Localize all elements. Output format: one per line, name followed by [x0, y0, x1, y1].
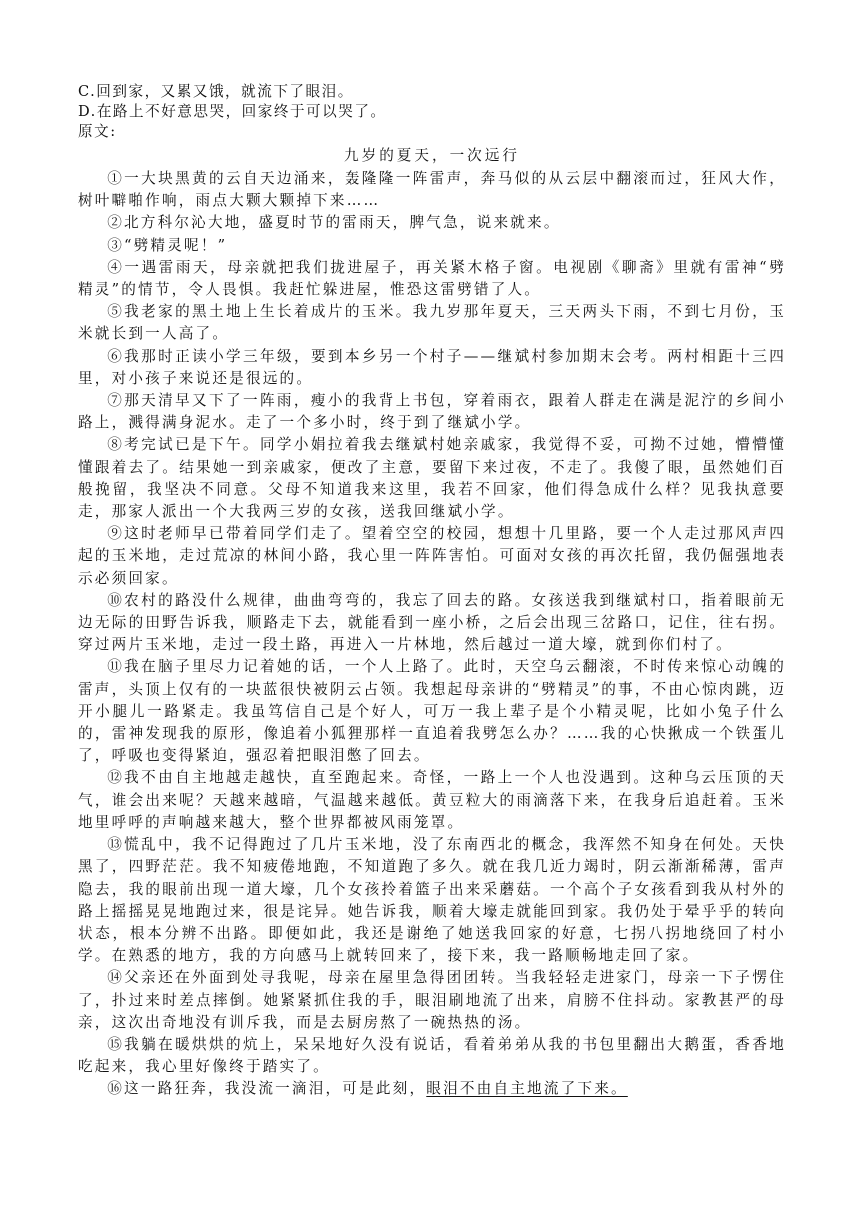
option-d: D.在路上不好意思哭，回家终于可以哭了。: [78, 103, 387, 120]
paragraph-16: [78, 1078, 786, 1100]
paragraph-2: ②北方科尔沁大地，盛夏时节的雷雨天，脾气急，说来就来。: [107, 214, 561, 232]
paragraph-11: ⑪我在脑子里尽力记着她的话，一个人上路了。此时，天空乌云翻滚，不时传来惊心动魄的雷声，头顶上仅有的一块蓝很快被阴云占领。我想起母亲讲的“劈精灵”的事，不由心惊肉跳，迈开小腿儿一路紧走。我虽笃信自己是个好人，可万一我上辈子是个小精灵呢，比如小兔子什么的，雷神发现我的原形，像追着小狐狸那样一直追着我劈怎么办？……我的心快揪成一个铁蛋儿了，呼吸也变得紧迫，强忍着把眼泪憋了回去。: [78, 658, 786, 765]
underlined-sentence: 眼泪不由自主地流了下来。: [426, 1080, 628, 1098]
paragraph-10: ⑩农村的路没什么规律，曲曲弯弯的，我忘了回去的路。女孩送我到继斌村口，指着眼前无边无际的田野告诉我，顺路走下去，就能看到一座小桥，之后会出现三岔路口，记住，往右拐。穿过两片玉米地，走过一段土路，再进入一片林地，然后越过一道大壕，就到你们村了。: [78, 591, 786, 654]
paragraph-14: ⑭父亲还在外面到处寻我呢，母亲在屋里急得团团转。当我轻轻走进家门，母亲一下子愣住了，扑过来时差点摔倒。她紧紧抓住我的手，眼泪刷地流了出来，肩膀不住抖动。家教甚严的母亲，这次出奇地没有训斥我，而是去厨房熬了一碗热热的汤。: [78, 969, 786, 1031]
paragraph-16-text: ⑯这一路狂奔，我没流一滴泪，可是此刻，: [107, 1080, 427, 1098]
article-body: [78, 168, 786, 1101]
paragraph-7: ⑦那天清早又下了一阵雨，瘦小的我背上书包，穿着雨衣，跟着人群走在满是泥泞的乡间小路上，溅得满身泥水。走了一个多小时，终于到了继斌小学。: [78, 392, 786, 432]
paragraph-15: ⑮我躺在暖烘烘的炕上，呆呆地好久没有说话，看着弟弟从我的书包里翻出大鹅蛋，香香地吃起来，我心里好像终于踏实了。: [78, 1035, 786, 1076]
paragraph-9: ⑨这时老师早已带着同学们走了。望着空空的校园，想想十几里路，要一个人走过那风声四起的玉米地，走过荒凉的林间小路，我心里一阵阵害怕。可面对女孩的再次托留，我仍倔强地表示必须回家。: [78, 525, 786, 587]
option-c: C.回到家，又累又饿，就流下了眼泪。: [78, 83, 354, 100]
document-page: [78, 82, 786, 1101]
paragraph-8: ⑧考完试已是下午。同学小娟拉着我去继斌村她亲戚家，我觉得不妥，可拗不过她，懵懵懂懂跟着去了。结果她一到亲戚家，便改了主意，要留下来过夜，不走了。我傻了眼，虽然她们百般挽留，我坚决不同意。父母不知道我来这里，我若不回家，他们得急成什么样？见我执意要走，那家人派出一个大我两三岁的女孩，送我回继斌小学。: [78, 436, 786, 521]
paragraph-5: ⑤我老家的黑土地上生长着成片的玉米。我九岁那年夏天，三天两头下雨，不到七月份，玉米就长到一人高了。: [78, 303, 786, 343]
article-title: 九岁的夏天，一次远行: [344, 147, 520, 164]
paragraph-12: ⑫我不由自主地越走越快，直至跑起来。奇怪，一路上一个人也没遇到。这种乌云压顶的天气，谁会出来呢？天越来越暗，气温越来越低。黄豆粒大的雨滴落下来，在我身后追赶着。玉米地里呼呼的声响越来越大，整个世界都被风雨笼罩。: [78, 769, 786, 831]
paragraph-6: ⑥我那时正读小学三年级，要到本乡另一个村子——继斌村参加期末会考。两村相距十三四里，对小孩子来说还是很远的。: [78, 347, 786, 387]
paragraph-13: ⑬慌乱中，我不记得跑过了几片玉米地，没了东南西北的概念，我浑然不知身在何处。天快黑了，四野茫茫。我不知疲倦地跑，不知道跑了多久。就在我几近力竭时，阴云渐渐稀薄，雷声隐去，我的眼前出现一道大壕，几个女孩拎着篮子出来采蘑菇。一个高个子女孩看到我从村外的路上摇摇晃晃地跑过来，很是诧异。她告诉我，顺着大壕走就能回到家。我仍处于晕乎乎的转向状态，根本分辨不出路。即便如此，我还是谢绝了她送我回家的好意，七拐八拐地绕回了村小学。在熟悉的地方，我的方向感马上就转回来了，接下来，我一路顺畅地走回了家。: [78, 836, 786, 965]
paragraph-4: ④一遇雷雨天，母亲就把我们拢进屋子，再关紧木格子窗。电视剧《聊斋》里就有雷神“劈精灵”的情节，令人畏惧。我赶忙躲进屋，惟恐这雷劈错了人。: [78, 258, 786, 299]
paragraph-3: ③“劈精灵呢！”: [107, 236, 228, 254]
paragraph-1: ①一大块黑黄的云自天边涌来，轰隆隆一阵雷声，奔马似的从云层中翻滚而过，狂风大作，树叶噼啪作响，雨点大颗大颗掉下来……: [78, 170, 786, 210]
source-label: 原文:: [78, 123, 117, 140]
